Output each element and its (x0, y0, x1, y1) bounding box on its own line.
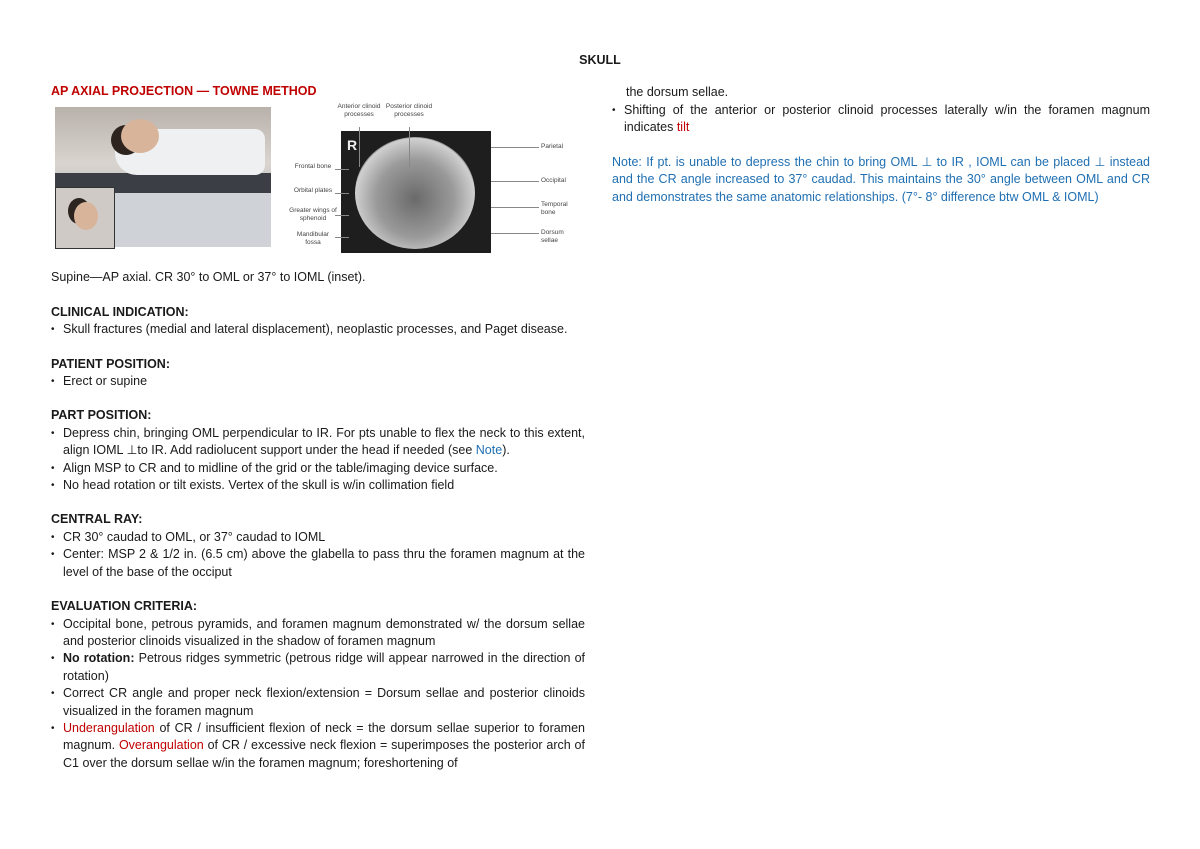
note-paragraph: Note: If pt. is unable to depress the chin to bring OML ⊥ to IR , IOML can be placed ⊥ instead and the CR angle increased to 37° caudad. This maintains the 30° angle between OML and CR and demonstrates the same anatomic relationships. (7°- 8° difference btw OML & IOML) (612, 154, 1150, 204)
leader-line (335, 169, 349, 170)
xray-skull (355, 137, 475, 249)
list-item (51, 650, 585, 685)
list-item: • Occipital bone, petrous pyramids, and foramen magnum demonstrated w/ the dorsum sellae and posterior clinoids visualized in the shadow of foramen magnum (51, 616, 585, 651)
clinical-heading: CLINICAL INDICATION: (51, 304, 189, 319)
inset-head (74, 202, 98, 230)
text: Depress chin, bringing OML perpendicular to IR. For pts unable to flex the neck to this extent, align IOML ⊥to IR. Add radiolucent support under the head if needed (see (63, 425, 585, 458)
figure-row (51, 103, 585, 251)
part-heading: PART POSITION: (51, 408, 152, 423)
label-mandibular-fossa: Mandibular fossa (296, 231, 330, 246)
label-orbital-plates: Orbital plates (293, 187, 333, 195)
leader-line (491, 181, 539, 182)
patient-heading: PATIENT POSITION: (51, 356, 170, 371)
text-bold: No rotation: (63, 651, 135, 666)
page-title: SKULL (579, 53, 621, 67)
label-anterior-clinoid: Anterior clinoid processes (337, 103, 381, 118)
label-posterior-clinoid: Posterior clinoid processes (385, 103, 433, 118)
leader-line (335, 237, 349, 238)
text-red: Underangulation (63, 720, 155, 735)
label-temporal-bone: Temporal bone (541, 201, 568, 216)
label-occipital: Occipital (541, 177, 566, 185)
leader-line (491, 207, 539, 208)
leader-line (335, 215, 349, 216)
text: ). (502, 443, 510, 458)
section-title: AP AXIAL PROJECTION — TOWNE METHOD (51, 84, 317, 98)
evaluation-heading: EVALUATION CRITERIA: (51, 599, 198, 614)
leader-line (359, 127, 360, 167)
xray-figure (289, 103, 579, 253)
leader-line (491, 233, 539, 234)
text-red: tilt (676, 120, 690, 135)
continuation-text: the dorsum sellae. (626, 85, 729, 99)
label-greater-wings: Greater wings of sphenoid (289, 207, 337, 222)
text-red: Overangulation (118, 738, 204, 753)
part-list (51, 425, 585, 495)
leader-line (491, 147, 539, 148)
left-column (51, 83, 585, 772)
central-ray-list (51, 529, 585, 581)
text: of CR / insufficient flexion of neck = the dorsum sellae superior to foramen magnum. (63, 720, 585, 753)
right-column (612, 84, 1150, 207)
note-link[interactable]: Note (475, 443, 503, 458)
list-item: • Correct CR angle and proper neck flexion/extension = Dorsum sellae and posterior clinoids visualized in the foramen magnum (51, 685, 585, 720)
patient-list (51, 373, 585, 390)
list-item (51, 720, 585, 772)
text: Petrous ridges symmetric (petrous ridge will appear narrowed in the direction of rotation) (63, 651, 585, 683)
inset-photo (55, 187, 115, 249)
leader-line (335, 193, 349, 194)
leader-line (409, 127, 410, 167)
list-item: • No head rotation or tilt exists. Vertex of the skull is w/in collimation field (51, 477, 585, 494)
list-item: • Center: MSP 2 & 1/2 in. (6.5 cm) above the glabella to pass thru the foramen magnum at the level of the base of the occiput (51, 546, 585, 581)
list-item (51, 425, 585, 460)
list-item: • Align MSP to CR and to midline of the grid or the table/imaging device surface. (51, 460, 585, 477)
text: Shifting of the anterior or posterior clinoid processes laterally w/in the foramen magnum indicates (624, 102, 1150, 135)
right-list (612, 102, 1150, 137)
list-item: • CR 30° caudad to OML, or 37° caudad to IOML (51, 529, 585, 546)
xray-image (341, 131, 491, 253)
evaluation-list (51, 616, 585, 773)
text: of CR / excessive neck flexion = superimposes the posterior arch of C1 over the dorsum sellae w/in the foramen magnum; foreshortening of (63, 738, 585, 770)
list-item (612, 102, 1150, 137)
xray-marker: R (347, 137, 358, 154)
label-parietal: Parietal (541, 143, 564, 151)
central-ray-heading: CENTRAL RAY: (51, 512, 143, 527)
clinical-list (51, 321, 585, 338)
label-frontal-bone: Frontal bone (294, 163, 332, 171)
list-item: • Erect or supine (51, 373, 585, 390)
label-dorsum-sellae: Dorsum sellae (541, 229, 564, 244)
list-item: • Skull fractures (medial and lateral displacement), neoplastic processes, and Paget disease. (51, 321, 585, 338)
figure-caption: Supine—AP axial. CR 30° to OML or 37° to IOML (inset). (51, 270, 366, 285)
